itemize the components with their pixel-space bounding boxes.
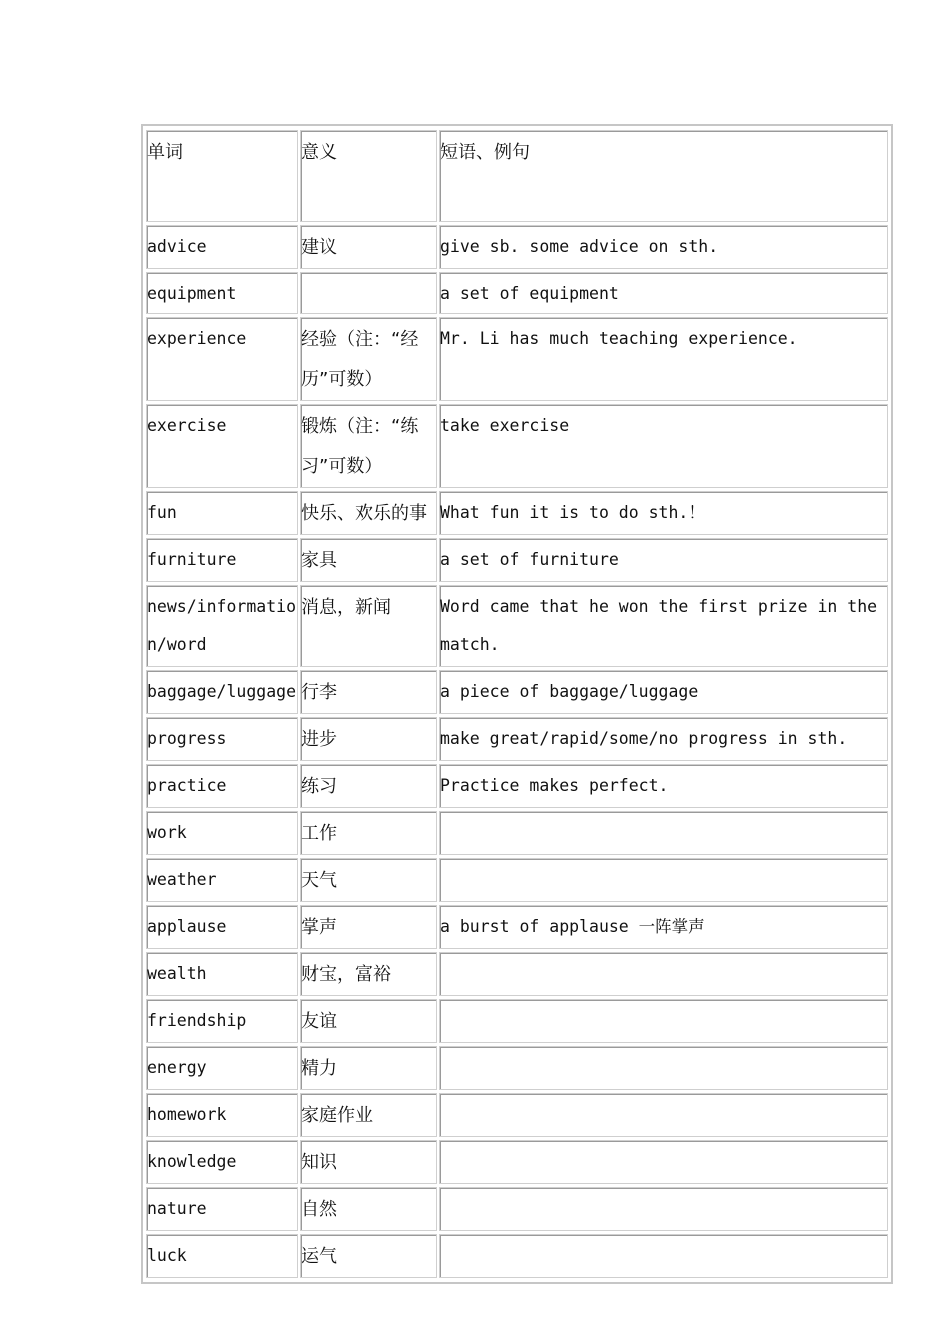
meaning-cell-text: 财宝，富裕 [301, 964, 391, 985]
table-row [146, 225, 888, 269]
word-cell [146, 538, 298, 582]
meaning-cell [300, 317, 437, 401]
word-cell-text: nature [147, 1199, 207, 1218]
meaning-cell-text: 行李 [301, 682, 337, 703]
meaning-cell-text: 友谊 [301, 1011, 337, 1032]
table-row [146, 1234, 888, 1278]
meaning-cell-text: 家庭作业 [301, 1105, 373, 1126]
example-cell [439, 538, 888, 582]
meaning-cell-text: 进步 [301, 729, 337, 750]
example-cell [439, 858, 888, 902]
meaning-cell-text: 天气 [301, 870, 337, 891]
meaning-cell [300, 225, 437, 269]
example-cell-text: give sb. some advice on sth. [440, 237, 719, 256]
word-cell [146, 1093, 298, 1137]
meaning-cell-text: 锻炼（注：“练习”可数） [301, 416, 419, 477]
word-cell [146, 491, 298, 535]
meaning-cell [300, 491, 437, 535]
table-row [146, 717, 888, 761]
meaning-cell [300, 1140, 437, 1184]
table-row [146, 585, 888, 667]
example-cell [439, 317, 888, 401]
word-cell [146, 317, 298, 401]
example-cell [439, 905, 888, 949]
meaning-cell [300, 1046, 437, 1090]
table-row [146, 811, 888, 855]
example-cell [439, 272, 888, 314]
example-cell-text: a set of equipment [440, 284, 619, 303]
table-row [146, 317, 888, 401]
word-cell [146, 764, 298, 808]
table-row [146, 538, 888, 582]
example-cell [439, 1046, 888, 1090]
word-cell-text: furniture [147, 550, 237, 569]
example-cell [439, 225, 888, 269]
word-cell-text: fun [147, 503, 177, 522]
meaning-cell-text: 消息，新闻 [301, 597, 391, 618]
example-cell-text: a burst of applause 一阵掌声 [440, 917, 705, 936]
header-row [146, 130, 888, 222]
example-cell [439, 1093, 888, 1137]
table-row [146, 491, 888, 535]
word-cell [146, 905, 298, 949]
word-cell-text: weather [147, 870, 217, 889]
word-cell [146, 225, 298, 269]
word-cell [146, 670, 298, 714]
meaning-cell [300, 999, 437, 1043]
table-row [146, 858, 888, 902]
meaning-cell [300, 538, 437, 582]
table-row [146, 1140, 888, 1184]
word-cell [146, 858, 298, 902]
example-cell-text: Practice makes perfect. [440, 776, 669, 795]
example-cell-text: a set of furniture [440, 550, 619, 569]
header-word: 单词 [146, 130, 298, 222]
example-cell-text: a piece of baggage/luggage [440, 682, 699, 701]
word-cell [146, 811, 298, 855]
word-cell-text: friendship [147, 1011, 247, 1030]
word-cell [146, 952, 298, 996]
example-cell [439, 491, 888, 535]
example-cell [439, 670, 888, 714]
word-cell-text: energy [147, 1058, 207, 1077]
table-row [146, 1046, 888, 1090]
word-cell [146, 1046, 298, 1090]
meaning-cell-text: 精力 [301, 1058, 337, 1079]
meaning-cell [300, 1234, 437, 1278]
meaning-cell-text: 经验（注：“经历”可数） [301, 329, 419, 390]
example-cell [439, 717, 888, 761]
meaning-cell-text: 知识 [301, 1152, 337, 1173]
meaning-cell [300, 404, 437, 488]
example-cell [439, 585, 888, 667]
meaning-cell [300, 272, 437, 314]
example-cell-text: Mr. Li has much teaching experience. [440, 329, 798, 348]
example-cell [439, 1140, 888, 1184]
word-cell-text: exercise [147, 416, 227, 435]
example-cell [439, 1234, 888, 1278]
table-row [146, 1093, 888, 1137]
meaning-cell-text: 掌声 [301, 917, 337, 938]
word-cell-text: equipment [147, 284, 237, 303]
table-row [146, 670, 888, 714]
header-meaning: 意义 [300, 130, 437, 222]
word-cell-text: work [147, 823, 187, 842]
meaning-cell [300, 585, 437, 667]
meaning-cell [300, 905, 437, 949]
word-cell-text: experience [147, 329, 247, 348]
word-cell-text: baggage/luggage [147, 682, 297, 701]
example-cell-text: make great/rapid/some/no progress in sth. [440, 729, 848, 748]
meaning-cell [300, 764, 437, 808]
meaning-cell [300, 1187, 437, 1231]
meaning-cell [300, 858, 437, 902]
example-cell [439, 1187, 888, 1231]
word-cell-text: news/information/word [147, 597, 297, 654]
meaning-cell-text: 练习 [301, 776, 337, 797]
table-row [146, 764, 888, 808]
example-cell [439, 764, 888, 808]
table-row [146, 905, 888, 949]
word-cell-text: wealth [147, 964, 207, 983]
word-cell [146, 1187, 298, 1231]
example-cell-text: take exercise [440, 416, 570, 435]
meaning-cell-text: 工作 [301, 823, 337, 844]
meaning-cell-text: 自然 [301, 1199, 337, 1220]
word-cell-text: advice [147, 237, 207, 256]
example-cell [439, 404, 888, 488]
example-cell [439, 952, 888, 996]
word-cell [146, 272, 298, 314]
table-row [146, 999, 888, 1043]
table-row [146, 404, 888, 488]
vocabulary-table [144, 127, 890, 1281]
meaning-cell-text: 建议 [301, 237, 337, 258]
example-cell-text: What fun it is to do sth.！ [440, 503, 705, 522]
table-row [146, 952, 888, 996]
meaning-cell [300, 1093, 437, 1137]
example-cell [439, 811, 888, 855]
word-cell-text: progress [147, 729, 227, 748]
word-cell-text: homework [147, 1105, 227, 1124]
word-cell-text: applause [147, 917, 227, 936]
meaning-cell-text: 运气 [301, 1246, 337, 1267]
header-example: 短语、例句 [439, 130, 888, 222]
example-cell-text: Word came that he won the first prize in the match. [440, 597, 888, 654]
table-row [146, 1187, 888, 1231]
meaning-cell [300, 811, 437, 855]
word-cell [146, 1234, 298, 1278]
table-body [146, 130, 888, 1278]
word-cell [146, 585, 298, 667]
word-cell [146, 717, 298, 761]
word-cell-text: luck [147, 1246, 187, 1265]
word-cell-text: knowledge [147, 1152, 237, 1171]
meaning-cell-text: 家具 [301, 550, 337, 571]
vocabulary-table-frame [141, 124, 893, 1284]
word-cell [146, 999, 298, 1043]
meaning-cell [300, 717, 437, 761]
meaning-cell [300, 952, 437, 996]
word-cell [146, 404, 298, 488]
example-cell [439, 999, 888, 1043]
meaning-cell [300, 670, 437, 714]
word-cell-text: practice [147, 776, 227, 795]
word-cell [146, 1140, 298, 1184]
meaning-cell-text: 快乐、欢乐的事 [301, 503, 427, 524]
table-row [146, 272, 888, 314]
